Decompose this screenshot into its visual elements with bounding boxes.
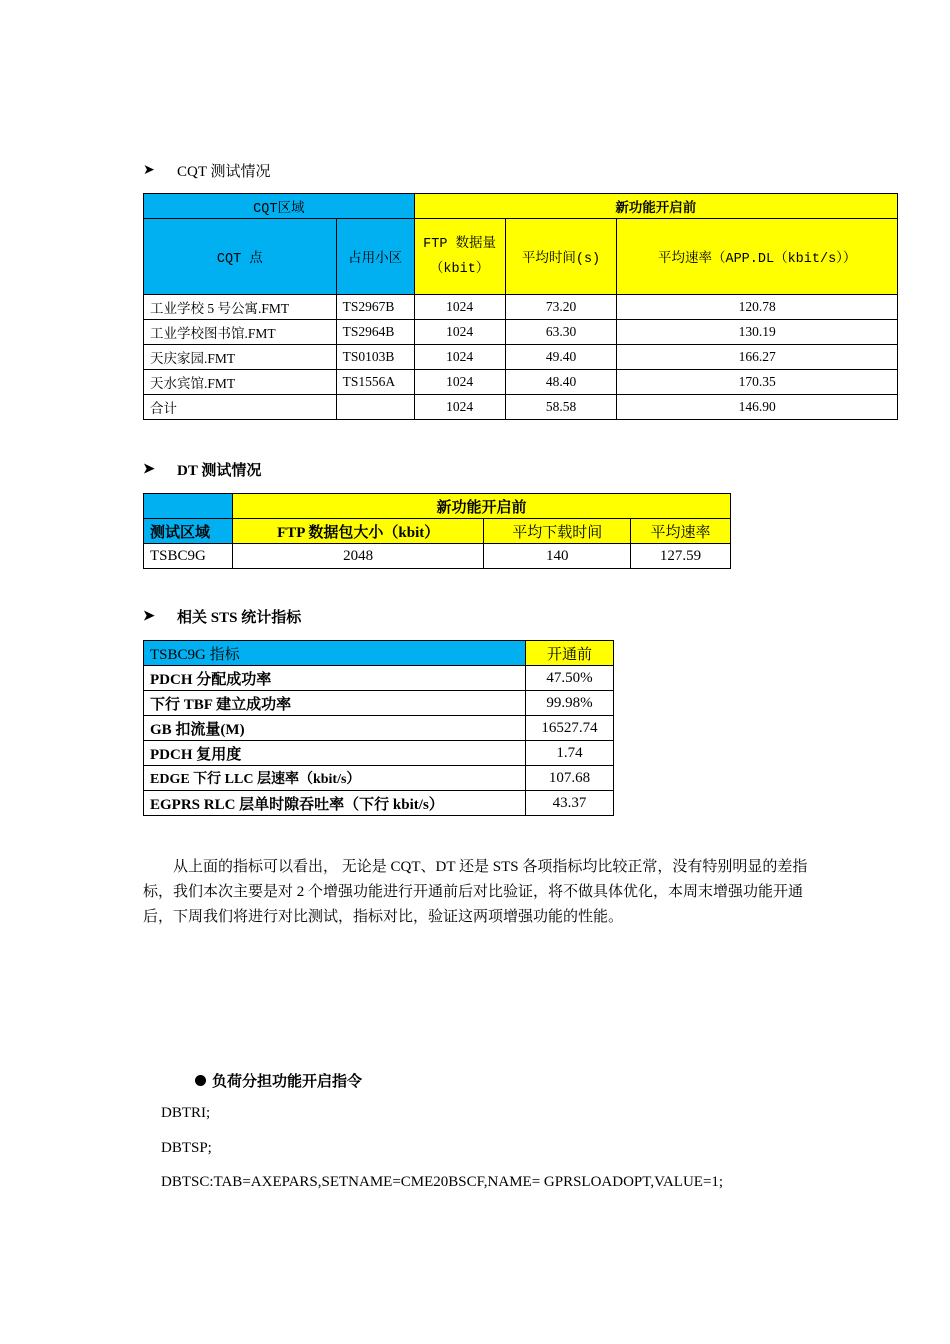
table-row: EGPRS RLC 层单时隙吞吐率（下行 kbit/s） 43.37 [144, 791, 614, 816]
table-row: 天庆家园.FMT TS0103B 1024 49.40 166.27 [144, 345, 898, 370]
cqt-col-time: 平均时间(s) [505, 219, 617, 295]
sts-col-value: 开通前 [526, 641, 614, 666]
bullet-dot-icon [195, 1075, 206, 1086]
load-sharing-bullet: 负荷分担功能开启指令 [195, 1070, 362, 1091]
table-row: 下行 TBF 建立成功率 99.98% [144, 691, 614, 716]
table-row: PDCH 复用度 1.74 [144, 741, 614, 766]
command-line: DBTRI; [161, 1105, 211, 1121]
table-row: PDCH 分配成功率 47.50% [144, 666, 614, 691]
table-row: 工业学校 5 号公寓.FMT TS2967B 1024 73.20 120.78 [144, 295, 898, 320]
dt-header-group: 新功能开启前 [232, 494, 730, 519]
table-row: 工业学校图书馆.FMT TS2964B 1024 63.30 130.19 [144, 320, 898, 345]
command-line: DBTSP; [161, 1140, 212, 1156]
cqt-header-group: 新功能开启前 [414, 194, 897, 219]
arrow-bullet-icon: ➤ [143, 462, 155, 477]
dt-col-ftp: FTP 数据包大小（kbit） [232, 519, 483, 544]
cqt-heading: ➤ CQT 测试情况 [143, 163, 271, 180]
table-row: 天水宾馆.FMT TS1556A 1024 48.40 170.35 [144, 370, 898, 395]
cqt-col-point: CQT 点 [144, 219, 337, 295]
dt-header-blank [144, 494, 233, 519]
dt-col-time: 平均下载时间 [484, 519, 631, 544]
table-row: TSBC9G 2048 140 127.59 [144, 544, 731, 569]
cqt-table [143, 193, 898, 420]
cqt-header-area: CQT区域 [144, 194, 415, 219]
dt-col-area: 测试区域 [144, 519, 233, 544]
summary-paragraph: 从上面的指标可以看出， 无论是 CQT、DT 还是 STS 各项指标均比较正常，没有特别明显的差指标，我们本次主要是对 2 个增强功能进行开通前后对比验证，将不做具体优化，本周末增强功能开通后，下周我们将进行对比测试，指标对比，验证这两项增强功能的性能。 [143, 859, 808, 925]
cqt-col-cell: 占用小区 [336, 219, 414, 295]
arrow-bullet-icon: ➤ [143, 163, 155, 178]
table-row: EDGE 下行 LLC 层速率（kbit/s） 107.68 [144, 766, 614, 791]
table-row: GB 扣流量(M) 16527.74 [144, 716, 614, 741]
arrow-bullet-icon: ➤ [143, 609, 155, 624]
table-row-total: 合计 1024 58.58 146.90 [144, 395, 898, 420]
command-line: DBTSC:TAB=AXEPARS,SETNAME=CME20BSCF,NAME= GPRSLOADOPT,VALUE=1; [161, 1174, 724, 1190]
sts-col-metric: TSBC9G 指标 [144, 641, 526, 666]
sts-heading: ➤ 相关 STS 统计指标 [143, 609, 302, 626]
dt-table [143, 493, 731, 569]
dt-heading: ➤ DT 测试情况 [143, 462, 262, 479]
cqt-col-rate: 平均速率（APP.DL（kbit/s）） [617, 219, 898, 295]
cqt-col-ftp: FTP 数据量（kbit） [414, 219, 505, 295]
dt-col-rate: 平均速率 [631, 519, 731, 544]
sts-table [143, 640, 614, 816]
